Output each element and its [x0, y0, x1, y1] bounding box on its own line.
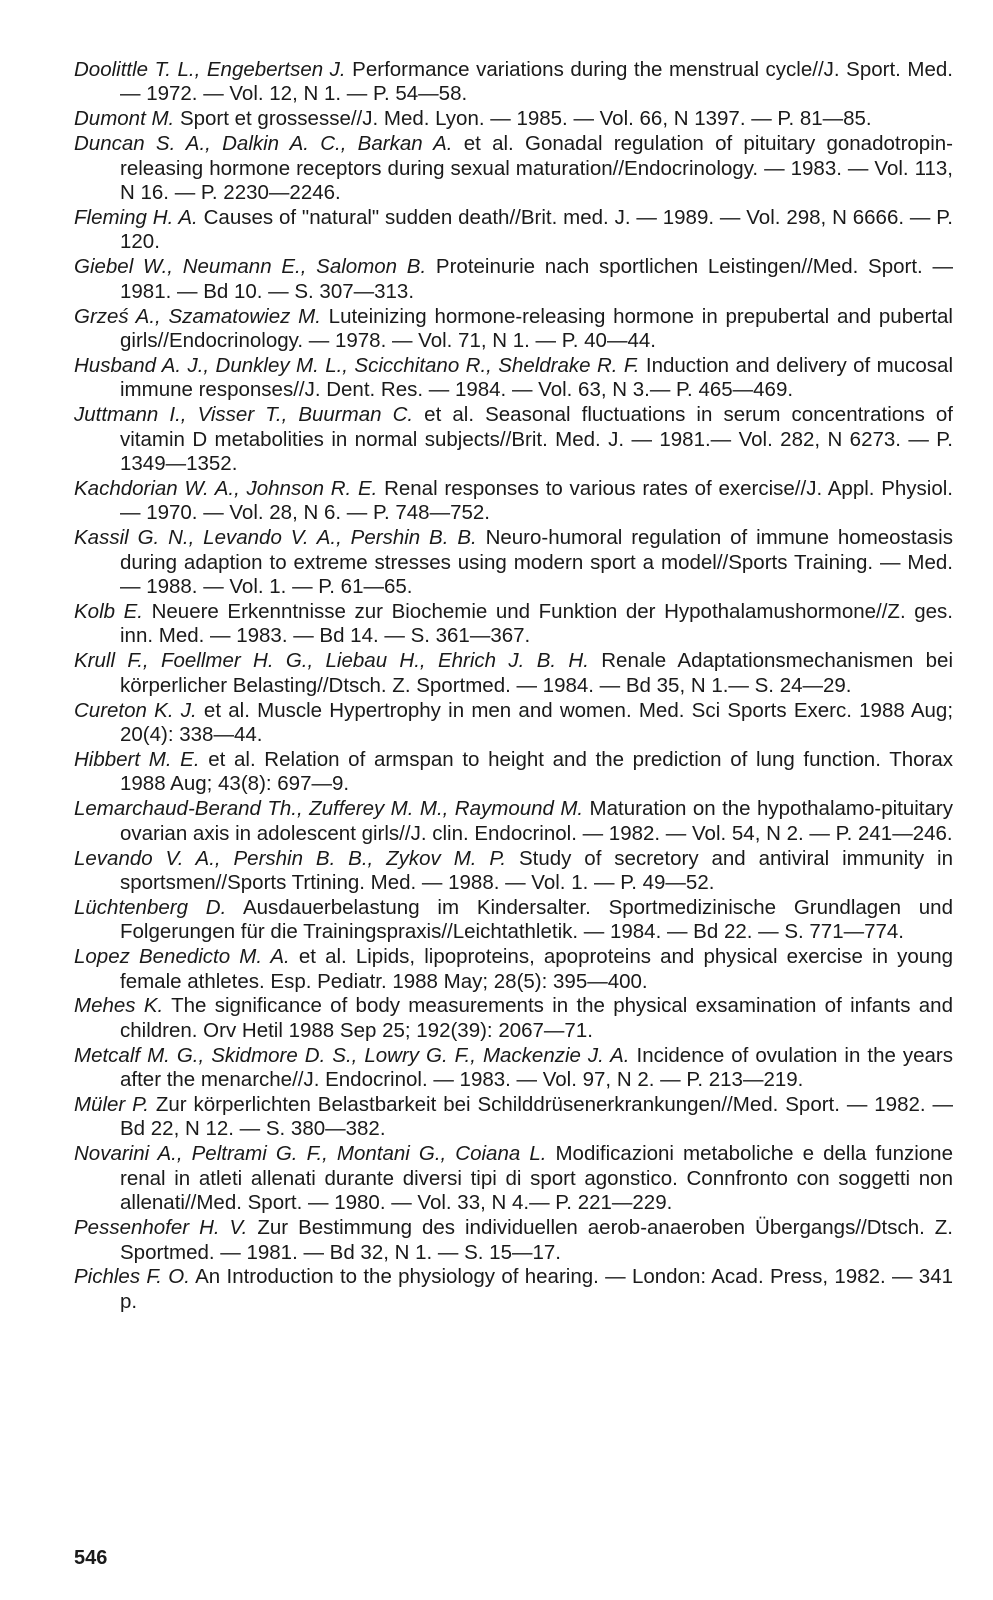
reference-authors: Cureton K. J.	[74, 698, 197, 722]
reference-item	[74, 896, 953, 945]
reference-authors: Lüchtenberg D.	[74, 895, 227, 919]
reference-list	[74, 58, 953, 1314]
reference-authors: Kachdorian W. A., Johnson R. E.	[74, 476, 378, 500]
reference-authors: Levando V. A., Pershin B. B., Zykov M. P.	[74, 846, 507, 870]
reference-text: Zur Bestimmung des individuellen aerob-anaeroben Übergangs//Dtsch. Z. Sportmed. — 1981. — Bd 32, N 1. — S. 15—17.	[120, 1216, 953, 1264]
reference-item	[74, 945, 953, 994]
reference-text: Renale Adaptationsmechanismen bei körperlicher Belasting//Dtsch. Z. Sportmed. — 1984. — Bd 35, N 1.— S. 24—29.	[120, 649, 953, 697]
reference-authors: Doolittle T. L., Engebertsen J.	[74, 58, 346, 81]
reference-text: Neuro-humoral regulation of immune homeostasis during adaption to extreme stresses using modern sport a model//Sports Training. — Med. — 1988. — Vol. 1. — P. 61—65.	[120, 526, 953, 599]
reference-item	[74, 1093, 953, 1142]
reference-item	[74, 797, 953, 846]
reference-authors: Lemarchaud-Berand Th., Zufferey M. M., Raymound M.	[74, 797, 584, 821]
reference-authors: Pessenhofer H. V.	[74, 1216, 248, 1240]
page-number: 546	[74, 1547, 108, 1569]
reference-text: Ausdauerbelastung im Kindersalter. Sportmedizinische Grundlagen und Folgerungen für die Trainingspraxis//Leichtathletik. — 1984. — Bd 22. — S. 771—774.	[120, 895, 953, 944]
reference-item	[74, 206, 953, 255]
reference-item	[74, 58, 953, 107]
reference-text: Modificazioni metaboliche e della funzione renal in atleti allenati durante diversi tipi di sport agonstico. Connfronto con soggetti non allenati//Med. Sport. — 1980. — Vol. 33, N 4.— P. 221—229.	[120, 1142, 953, 1215]
reference-text: et al. Lipids, lipoproteins, apoproteins and physical exercise in young female athletes. Esp. Pediatr. 1988 May; 28(5): 395—400.	[120, 945, 953, 993]
reference-authors: Novarini A., Peltrami G. F., Montani G., Coiana L.	[74, 1142, 547, 1166]
reference-authors: Krull F., Foellmer H. G., Liebau H., Ehrich J. B. H.	[74, 649, 589, 673]
reference-authors: Kolb E.	[74, 599, 143, 623]
reference-text: An Introduction to the physiology of hearing. — London: Acad. Press, 1982. — 341 p.	[120, 1265, 954, 1313]
reference-item	[74, 132, 953, 205]
reference-text: Maturation on the hypothalamo-pituitary ovarian axis in adolescent girls//J. clin. Endocrinol. — 1982. — Vol. 54, N 2. — P. 241—246.	[120, 797, 953, 845]
reference-authors: Müler P.	[74, 1093, 149, 1117]
reference-authors: Fleming H. A.	[74, 205, 198, 229]
reference-authors: Metcalf M. G., Skidmore D. S., Lowry G. F., Mackenzie J. A.	[74, 1043, 630, 1067]
reference-text: Incidence of ovulation in the years after the menarche//J. Endocrinol. — 1983. — Vol. 97, N 2. — P. 213—219.	[120, 1043, 954, 1092]
reference-item	[74, 847, 953, 896]
reference-item	[74, 1044, 953, 1093]
reference-item	[74, 255, 953, 304]
reference-text: Causes of "natural" sudden death//Brit. med. J. — 1989. — Vol. 298, N 6666. — P. 120.	[120, 205, 953, 254]
reference-authors: Juttmann I., Visser T., Buurman C.	[74, 403, 414, 427]
reference-authors: Lopez Benedicto M. A.	[74, 945, 290, 969]
reference-item	[74, 600, 953, 649]
reference-authors: Mehes K.	[74, 994, 164, 1018]
reference-item	[74, 748, 953, 797]
reference-text: Performance variations during the menstrual cycle//J. Sport. Med. — 1972. — Vol. 12, N 1. — P. 54—58.	[120, 58, 953, 106]
reference-authors: Duncan S. A., Dalkin A. C., Barkan A.	[74, 132, 453, 156]
reference-authors: Pichles F. O.	[74, 1265, 190, 1289]
reference-authors: Dumont M.	[74, 107, 175, 131]
reference-text: Neuere Erkenntnisse zur Biochemie und Funktion der Hypothalamushormone//Z. ges. inn. Med. — 1983. — Bd 14. — S. 361—367.	[120, 599, 953, 648]
reference-item	[74, 526, 953, 599]
reference-text: Induction and delivery of mucosal immune responses//J. Dent. Res. — 1984. — Vol. 63, N 3.— P. 465—469.	[120, 353, 953, 402]
reference-item	[74, 649, 953, 698]
reference-text: Sport et grossesse//J. Med. Lyon. — 1985. — Vol. 66, N 1397. — P. 81—85.	[174, 107, 872, 131]
reference-item	[74, 305, 953, 354]
reference-text: et al. Gonadal regulation of pituitary gonadotropin-releasing hormone receptors during sexual maturation//Endocrinology. — 1983. — Vol. 113, N 16. — P. 2230—2246.	[120, 132, 953, 205]
reference-text: Proteinurie nach sportlichen Leistingen//Med. Sport. — 1981. — Bd 10. — S. 307—313.	[120, 255, 953, 303]
reference-authors: Husband A. J., Dunkley M. L., Scicchitano R., Sheldrake R. F.	[74, 353, 640, 377]
reference-item	[74, 403, 953, 476]
reference-text: Renal responses to various rates of exercise//J. Appl. Physiol. — 1970. — Vol. 28, N 6. — P. 748—752.	[120, 476, 953, 525]
reference-text: The significance of body measurements in the physical exsamination of infants and children. Orv Hetil 1988 Sep 25; 192(39): 2067—71.	[120, 994, 953, 1042]
reference-item	[74, 1216, 953, 1265]
reference-text: Study of secretory and antiviral immunity in sportsmen//Sports Trtining. Med. — 1988. — Vol. 1. — P. 49—52.	[120, 846, 953, 894]
reference-text: et al. Relation of armspan to height and the prediction of lung function. Thorax 1988 Aug; 43(8): 697—9.	[120, 747, 953, 796]
reference-item	[74, 477, 953, 526]
reference-text: et al. Muscle Hypertrophy in men and women. Med. Sci Sports Exerc. 1988 Aug; 20(4): 338—44.	[120, 698, 954, 746]
reference-item	[74, 699, 953, 748]
reference-text: Zur körperlichten Belastbarkeit bei Schilddrüsenerkrankungen//Med. Sport. — 1982. — Bd 22, N 12. — S. 380—382.	[120, 1093, 953, 1141]
reference-text: Luteinizing hormone-releasing hormone in prepubertal and pubertal girls//Endocrinology. — 1978. — Vol. 71, N 1. — P. 40—44.	[120, 304, 953, 352]
reference-authors: Giebel W., Neumann E., Salomon B.	[74, 255, 427, 279]
reference-authors: Hibbert M. E.	[74, 747, 200, 771]
reference-authors: Grześ A., Szamatowiez M.	[74, 304, 321, 328]
reference-text: et al. Seasonal fluctuations in serum concentrations of vitamin D metabolities in normal subjects//Brit. Med. J. — 1981.— Vol. 282, N 6273. — P. 1349—1352.	[120, 403, 954, 475]
reference-item	[74, 1142, 953, 1215]
reference-authors: Kassil G. N., Levando V. A., Pershin B. B.	[74, 526, 477, 550]
reference-item	[74, 1265, 953, 1314]
reference-item	[74, 107, 953, 131]
reference-item	[74, 994, 953, 1043]
reference-item	[74, 354, 953, 403]
